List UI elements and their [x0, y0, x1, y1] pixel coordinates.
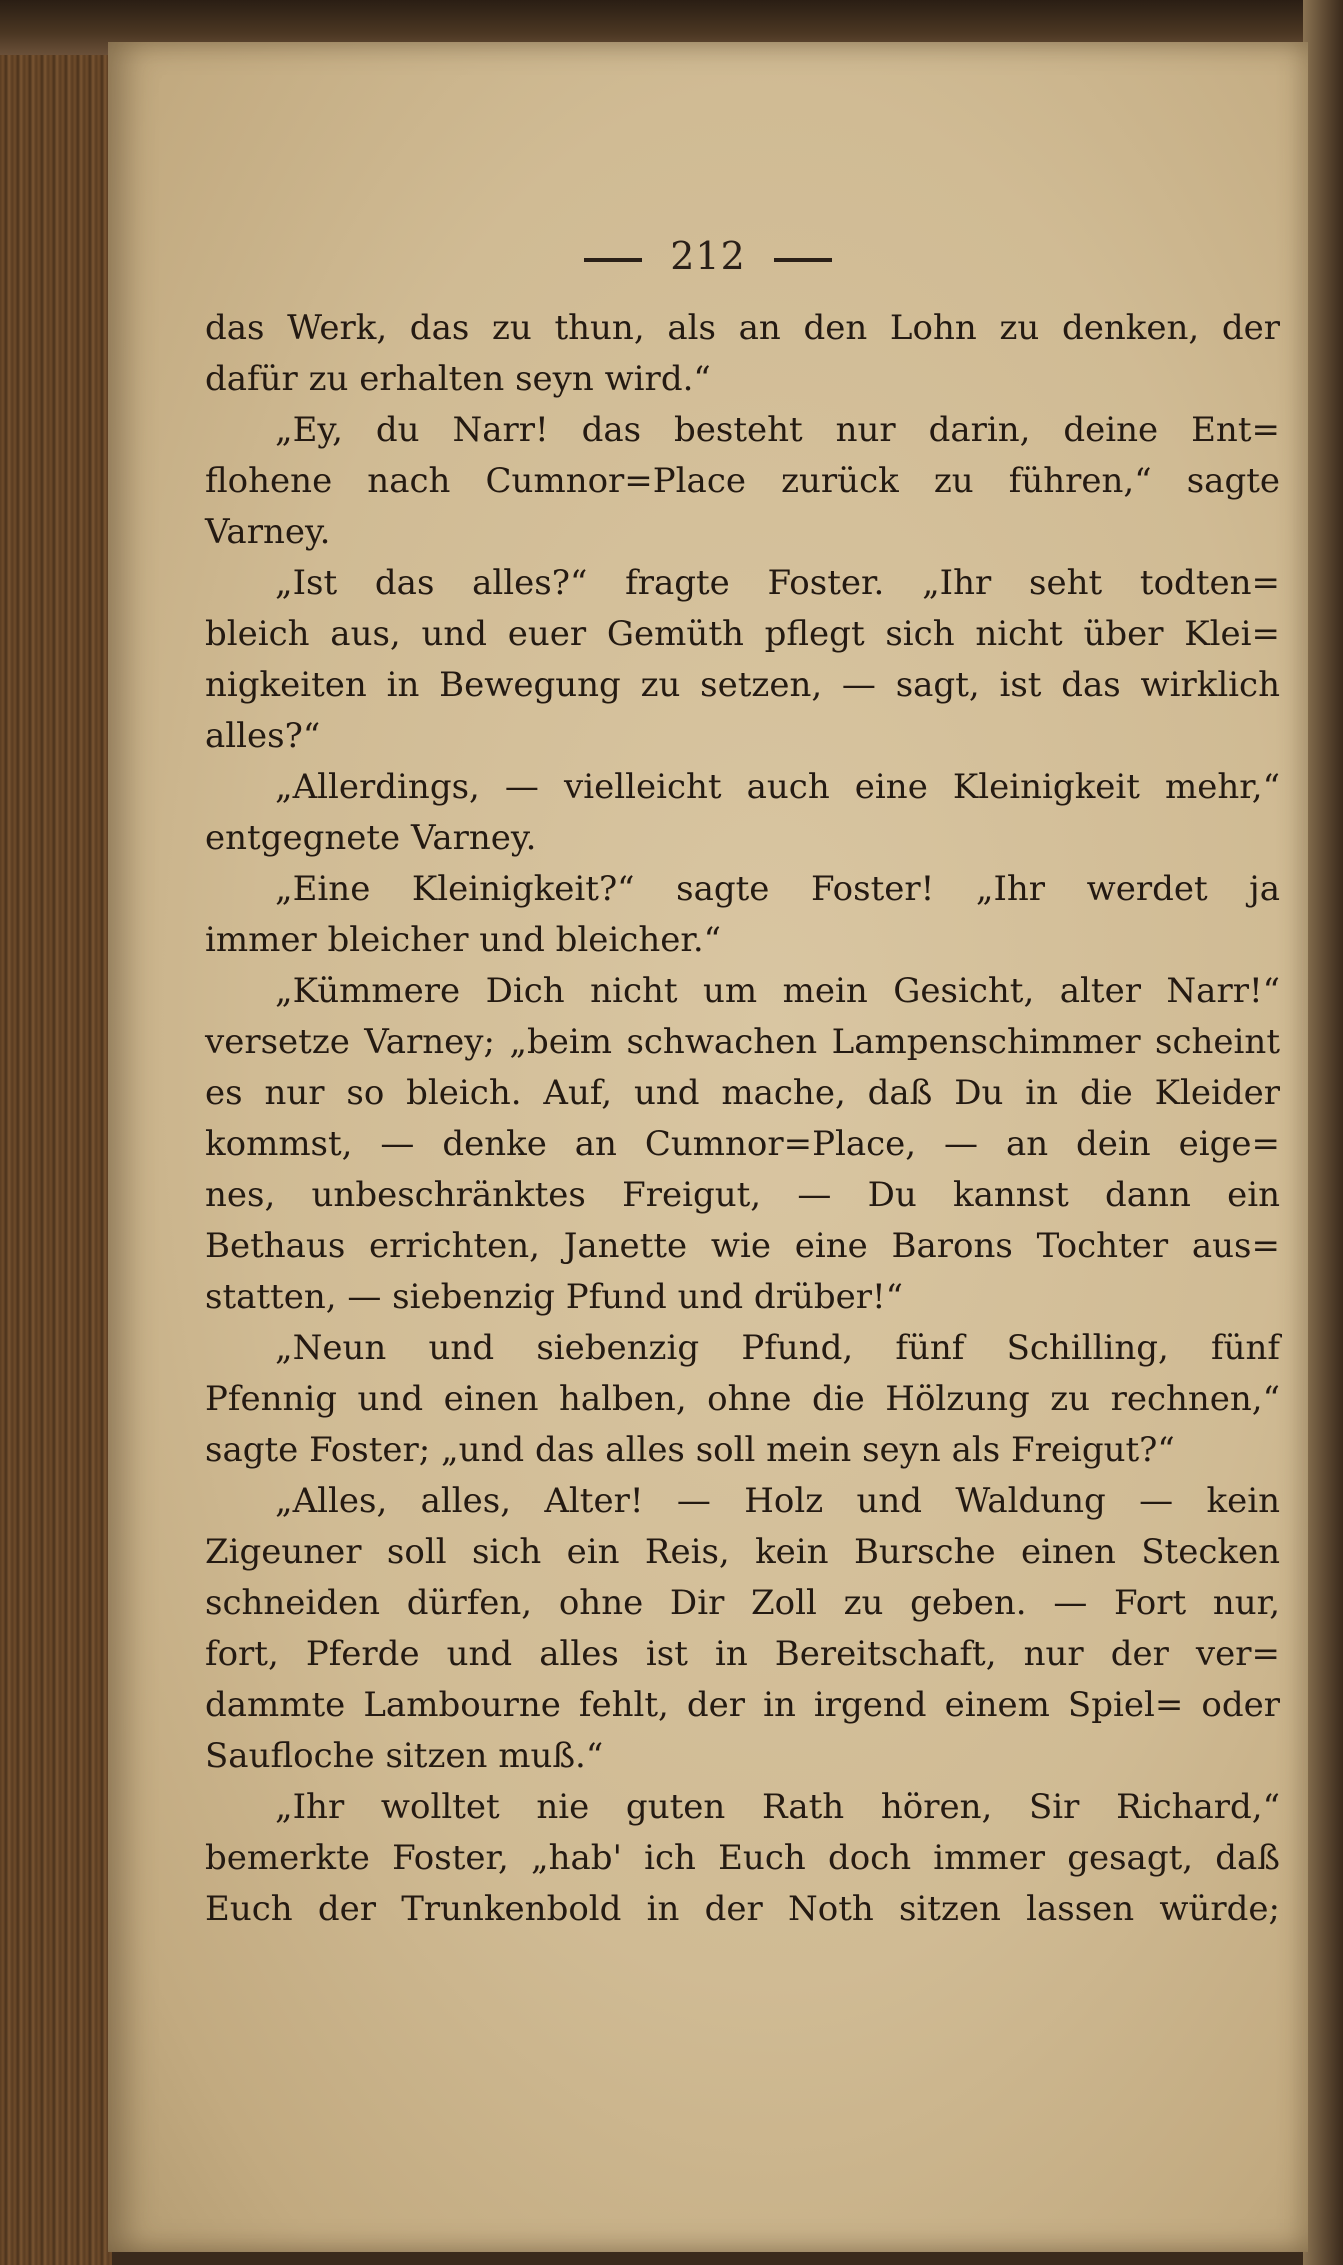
text-line: Varney.	[205, 512, 331, 552]
page-header	[108, 234, 1308, 278]
text-line: Saufloche sitzen muß.“	[205, 1736, 604, 1776]
text-line: „Allerdings, — vielleicht auch eine Kleinigkeit mehr,“	[275, 767, 1280, 807]
header-dash-left	[584, 258, 642, 262]
text-line: schneiden dürfen, ohne Dir Zoll zu geben. — Fort nur,	[205, 1583, 1280, 1623]
text-line: dammte Lambourne fehlt, der in irgend einem Spiel= oder	[205, 1685, 1280, 1725]
text-line: Euch der Trunkenbold in der Noth sitzen lassen würde;	[205, 1889, 1280, 1929]
text-line: es nur so bleich. Auf, und mache, daß Du in die Kleider	[205, 1073, 1280, 1113]
body-text	[205, 303, 1280, 1935]
text-line: statten, — siebenzig Pfund und drüber!“	[205, 1277, 904, 1317]
text-line: Bethaus errichten, Janette wie eine Barons Tochter aus=	[205, 1226, 1280, 1266]
text-line: „Ihr wolltet nie guten Rath hören, Sir Richard,“	[275, 1787, 1280, 1827]
text-line: „Ist das alles?“ fragte Foster. „Ihr seht todten=	[275, 563, 1280, 603]
text-line: Pfennig und einen halben, ohne die Hölzung zu rechnen,“	[205, 1379, 1280, 1419]
text-line: immer bleicher und bleicher.“	[205, 920, 722, 960]
text-line: versetze Varney; „beim schwachen Lampenschimmer scheint	[205, 1022, 1280, 1062]
page-number: 212	[670, 234, 746, 278]
text-line: entgegnete Varney.	[205, 818, 537, 858]
book-edge-right	[1303, 0, 1343, 2265]
text-line: „Alles, alles, Alter! — Holz und Waldung — kein	[275, 1481, 1280, 1521]
text-line: dafür zu erhalten seyn wird.“	[205, 359, 711, 399]
text-line: kommst, — denke an Cumnor=Place, — an dein eige=	[205, 1124, 1280, 1164]
header-dash-right	[774, 258, 832, 262]
text-line: fort, Pferde und alles ist in Bereitschaft, nur der ver=	[205, 1634, 1280, 1674]
text-line: nes, unbeschränktes Freigut, — Du kannst dann ein	[205, 1175, 1280, 1215]
text-line: bemerkte Foster, „hab' ich Euch doch immer gesagt, daß	[205, 1838, 1280, 1878]
text-line: „Kümmere Dich nicht um mein Gesicht, alter Narr!“	[275, 971, 1280, 1011]
text-line: alles?“	[205, 716, 321, 756]
book-edge-left	[0, 0, 112, 2265]
text-line: nigkeiten in Bewegung zu setzen, — sagt, ist das wirklich	[205, 665, 1280, 705]
text-line: das Werk, das zu thun, als an den Lohn zu denken, der	[205, 308, 1280, 348]
text-line: sagte Foster; „und das alles soll mein seyn als Freigut?“	[205, 1430, 1175, 1470]
text-line: „Neun und siebenzig Pfund, fünf Schilling, fünf	[275, 1328, 1280, 1368]
text-line: „Ey, du Narr! das besteht nur darin, deine Ent=	[275, 410, 1280, 450]
text-line: bleich aus, und euer Gemüth pflegt sich nicht über Klei=	[205, 614, 1280, 654]
text-line: „Eine Kleinigkeit?“ sagte Foster! „Ihr werdet ja	[275, 869, 1280, 909]
text-line: Zigeuner soll sich ein Reis, kein Bursche einen Stecken	[205, 1532, 1280, 1572]
text-line: flohene nach Cumnor=Place zurück zu führen,“ sagte	[205, 461, 1280, 501]
